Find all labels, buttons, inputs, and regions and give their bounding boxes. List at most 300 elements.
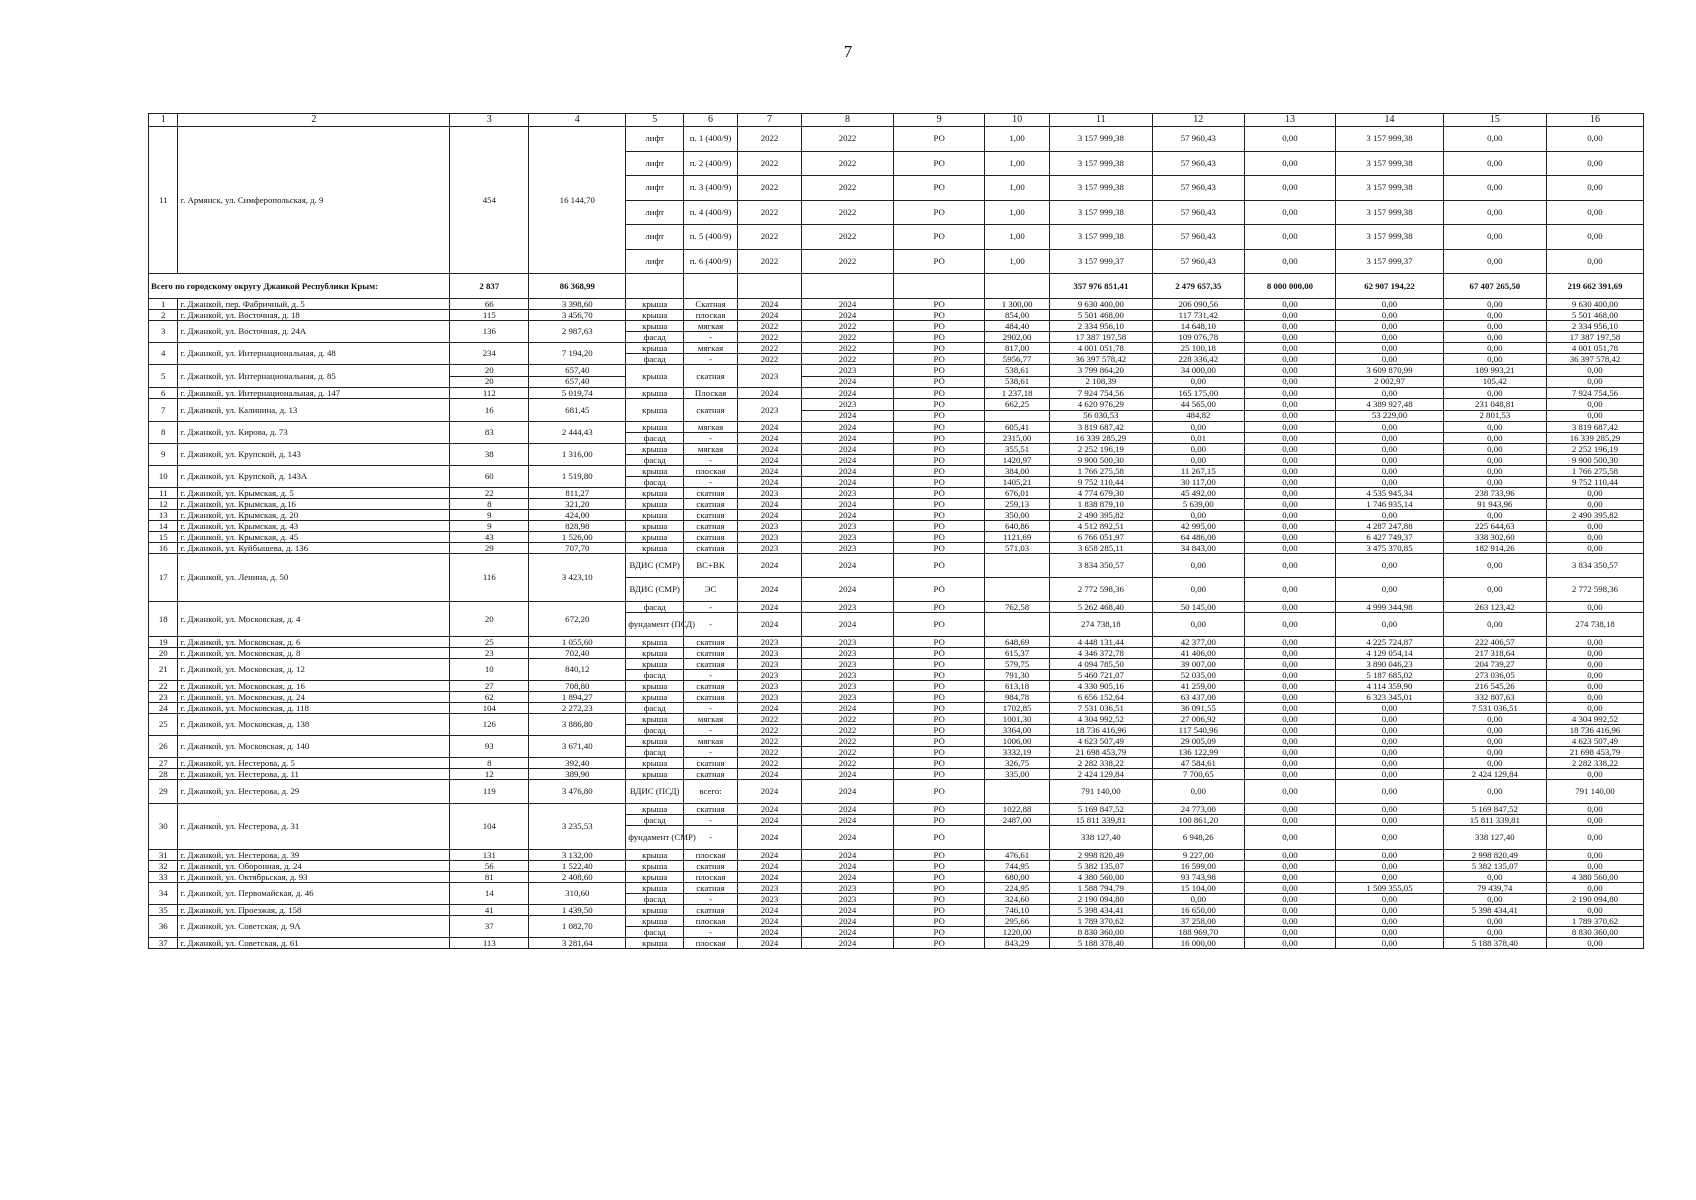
cell-c16: 0,00 [1546, 376, 1643, 388]
row-number: 31 [149, 850, 178, 861]
cell-c13: 0,00 [1244, 826, 1336, 850]
area-cell: 707,70 [529, 543, 626, 554]
cell-c9: РО [893, 422, 985, 433]
row-number: 29 [149, 780, 178, 804]
cell-c11: 3 157 999,38 [1049, 151, 1152, 176]
area-cell: 681,45 [529, 399, 626, 422]
cell-c7: 2024 [737, 299, 801, 310]
cell-c15: 0,00 [1443, 176, 1546, 201]
cell-c7: 2022 [737, 354, 801, 365]
total-c14: 62 907 194,22 [1336, 274, 1443, 299]
address-cell: г. Джанкой, ул. Восточная, д. 24А [178, 321, 450, 343]
cell-c6: п. 6 (400/9) [684, 249, 738, 274]
cell-c12: 0,00 [1152, 376, 1244, 388]
address-cell: г. Джанкой, ул. Московская, д. 8 [178, 648, 450, 659]
cell-c10: 295,66 [985, 916, 1049, 927]
cell-c9: РО [893, 681, 985, 692]
address-cell: г. Джанкой, ул. Крымская, д. 43 [178, 521, 450, 532]
cell-c16: 17 387 197,58 [1546, 332, 1643, 343]
residents-cell: 20 [450, 365, 529, 377]
cell-c14: 0,00 [1336, 310, 1443, 321]
cell-c16: 0,00 [1546, 850, 1643, 861]
residents-cell: 25 [450, 637, 529, 648]
cell-c8: 2023 [802, 399, 894, 411]
cell-c12: 57 960,43 [1152, 249, 1244, 274]
cell-c10: 1405,21 [985, 477, 1049, 488]
cell-c12: 0,00 [1152, 613, 1244, 637]
cell-c15: 238 733,96 [1443, 488, 1546, 499]
cell-c12: 0,00 [1152, 510, 1244, 521]
cell-c16: 8 830 360,00 [1546, 927, 1643, 938]
cell-c8: 2022 [802, 354, 894, 365]
cell-c11: 1 789 370,62 [1049, 916, 1152, 927]
cell-c10: 335,00 [985, 769, 1049, 780]
cell-c14: 3 890 046,23 [1336, 659, 1443, 670]
cell-c15: 0,00 [1443, 321, 1546, 332]
row-number: 36 [149, 916, 178, 938]
cell-c13: 0,00 [1244, 804, 1336, 815]
cell-c8: 2024 [802, 410, 894, 422]
cell-c15: 0,00 [1443, 725, 1546, 736]
address-cell: г. Джанкой, ул. Восточная, д. 18 [178, 310, 450, 321]
cell-c5: крыша [626, 510, 684, 521]
total-area: 86 368,99 [529, 274, 626, 299]
cell-c10: 3364,00 [985, 725, 1049, 736]
cell-c15: 7 531 036,51 [1443, 703, 1546, 714]
cell-c5: крыша [626, 488, 684, 499]
cell-c16: 0,00 [1546, 659, 1643, 670]
cell-c14: 3 157 999,38 [1336, 225, 1443, 250]
cell-c11: 8 830 360,00 [1049, 927, 1152, 938]
cell-c15: 338 127,40 [1443, 826, 1546, 850]
cell-c7: 2022 [737, 151, 801, 176]
cell-c14: 0,00 [1336, 578, 1443, 602]
cell-c16: 0,00 [1546, 815, 1643, 826]
cell-c7: 2023 [737, 365, 801, 388]
cell-c7: 2022 [737, 225, 801, 250]
empty-cell [626, 274, 684, 299]
cell-c11: 36 397 578,42 [1049, 354, 1152, 365]
cell-c6: - [684, 332, 738, 343]
cell-c7: 2023 [737, 399, 801, 422]
row-number: 19 [149, 637, 178, 648]
row-number: 37 [149, 938, 178, 949]
row-number: 13 [149, 510, 178, 521]
cell-c15: 0,00 [1443, 127, 1546, 152]
residents-cell: 29 [450, 543, 529, 554]
column-number: 7 [737, 114, 801, 127]
cell-c9: РО [893, 455, 985, 466]
address-cell: г. Джанкой, ул. Московская, д. 140 [178, 736, 450, 758]
cell-c11: 21 698 453,79 [1049, 747, 1152, 758]
cell-c12: 47 584,61 [1152, 758, 1244, 769]
residents-cell: 12 [450, 769, 529, 780]
cell-c9: РО [893, 477, 985, 488]
cell-c11: 274 738,18 [1049, 613, 1152, 637]
cell-c11: 5 460 721,07 [1049, 670, 1152, 681]
cell-c9: РО [893, 399, 985, 411]
residents-cell: 37 [450, 916, 529, 938]
row-number: 9 [149, 444, 178, 466]
address-cell: г. Джанкой, ул. Московская, д. 6 [178, 637, 450, 648]
area-cell: 2 272,23 [529, 703, 626, 714]
cell-c12: 52 035,00 [1152, 670, 1244, 681]
area-cell: 1 519,80 [529, 466, 626, 488]
cell-c14: 0,00 [1336, 927, 1443, 938]
cell-c9: РО [893, 321, 985, 332]
row-number: 15 [149, 532, 178, 543]
address-cell: г. Джанкой, ул. Крымская, д. 45 [178, 532, 450, 543]
row-number: 32 [149, 861, 178, 872]
address-cell: г. Джанкой, ул. Крупской, д. 143А [178, 466, 450, 488]
cell-c15: 5 169 847,52 [1443, 804, 1546, 815]
cell-c12: 165 175,00 [1152, 388, 1244, 399]
cell-c11: 4 346 372,78 [1049, 648, 1152, 659]
cell-c16: 0,00 [1546, 488, 1643, 499]
cell-c16: 0,00 [1546, 602, 1643, 613]
cell-c9: РО [893, 648, 985, 659]
residents-cell: 234 [450, 343, 529, 365]
residents-cell: 81 [450, 872, 529, 883]
cell-c7: 2022 [737, 200, 801, 225]
area-cell: 1 082,70 [529, 916, 626, 938]
address-cell: г. Джанкой, ул. Московская, д. 12 [178, 659, 450, 681]
cell-c5: крыша [626, 659, 684, 670]
cell-c14: 0,00 [1336, 826, 1443, 850]
cell-c7: 2024 [737, 872, 801, 883]
cell-c11: 4 304 992,52 [1049, 714, 1152, 725]
cell-c6: скатная [684, 637, 738, 648]
residents-cell: 116 [450, 554, 529, 602]
residents-cell: 27 [450, 681, 529, 692]
cell-c11: 3 819 687,42 [1049, 422, 1152, 433]
residents-cell: 56 [450, 861, 529, 872]
area-cell: 1 055,60 [529, 637, 626, 648]
cell-c10: 579,75 [985, 659, 1049, 670]
cell-c10: 1420,97 [985, 455, 1049, 466]
cell-c9: РО [893, 703, 985, 714]
residents-cell: 119 [450, 780, 529, 804]
address-cell: г. Джанкой, ул. Советская, д. 9А [178, 916, 450, 938]
address-cell: г. Джанкой, ул. Первомайская, д. 46 [178, 883, 450, 905]
cell-c7: 2023 [737, 648, 801, 659]
address-cell: г. Джанкой, ул. Нестерова, д. 5 [178, 758, 450, 769]
cell-c16: 0,00 [1546, 225, 1643, 250]
cell-c8: 2022 [802, 176, 894, 201]
column-number: 5 [626, 114, 684, 127]
cell-c13: 0,00 [1244, 703, 1336, 714]
cell-c11: 2 252 196,19 [1049, 444, 1152, 455]
cell-c9: РО [893, 343, 985, 354]
cell-c15: 0,00 [1443, 554, 1546, 578]
cell-c8: 2022 [802, 725, 894, 736]
cell-c14: 2 002,97 [1336, 376, 1443, 388]
cell-c9: РО [893, 532, 985, 543]
cell-c12: 39 007,00 [1152, 659, 1244, 670]
cell-c8: 2022 [802, 736, 894, 747]
cell-c16: 2 490 395,82 [1546, 510, 1643, 521]
cell-c13: 0,00 [1244, 736, 1336, 747]
cell-c11: 3 658 285,11 [1049, 543, 1152, 554]
cell-c8: 2024 [802, 804, 894, 815]
cell-c9: РО [893, 714, 985, 725]
cell-c10: 615,37 [985, 648, 1049, 659]
cell-c11: 1 838 879,10 [1049, 499, 1152, 510]
cell-c10 [985, 826, 1049, 850]
cell-c8: 2024 [802, 422, 894, 433]
cell-c11: 4 001 051,78 [1049, 343, 1152, 354]
cell-c8: 2024 [802, 927, 894, 938]
cell-c13: 0,00 [1244, 681, 1336, 692]
cell-c15: 217 318,64 [1443, 648, 1546, 659]
cell-c14: 0,00 [1336, 354, 1443, 365]
cell-c14: 1 509 355,05 [1336, 883, 1443, 894]
cell-c16: 16 339 285,29 [1546, 433, 1643, 444]
row-number: 21 [149, 659, 178, 681]
cell-c16: 21 698 453,79 [1546, 747, 1643, 758]
cell-c14: 0,00 [1336, 444, 1443, 455]
cell-c8: 2024 [802, 433, 894, 444]
cell-c15: 5 398 434,41 [1443, 905, 1546, 916]
cell-c12: 42 377,00 [1152, 637, 1244, 648]
cell-c6: - [684, 613, 738, 637]
cell-c7: 2024 [737, 927, 801, 938]
cell-c12: 57 960,43 [1152, 127, 1244, 152]
table-row [149, 602, 1644, 613]
area-cell: 672,20 [529, 602, 626, 637]
cell-c10: 1702,85 [985, 703, 1049, 714]
empty-cell [893, 274, 985, 299]
cell-c5: фасад [626, 332, 684, 343]
cell-c5: крыша [626, 321, 684, 332]
column-number: 11 [1049, 114, 1152, 127]
cell-c9: РО [893, 151, 985, 176]
cell-c5: крыша [626, 938, 684, 949]
cell-c12: 0,00 [1152, 444, 1244, 455]
cell-c9: РО [893, 670, 985, 681]
cell-c6: скатная [684, 488, 738, 499]
cell-c13: 0,00 [1244, 637, 1336, 648]
cell-c16: 0,00 [1546, 681, 1643, 692]
row-number: 16 [149, 543, 178, 554]
cell-c8: 2024 [802, 850, 894, 861]
table-row [149, 310, 1644, 321]
cell-c6: - [684, 477, 738, 488]
column-number: 12 [1152, 114, 1244, 127]
residents-cell: 22 [450, 488, 529, 499]
cell-c7: 2024 [737, 938, 801, 949]
address-cell: г. Джанкой, ул. Крымская, д. 20 [178, 510, 450, 521]
cell-c13: 0,00 [1244, 883, 1336, 894]
cell-c11: 5 382 135,07 [1049, 861, 1152, 872]
cell-c12: 15 104,00 [1152, 883, 1244, 894]
cell-c16: 0,00 [1546, 670, 1643, 681]
cell-c8: 2022 [802, 747, 894, 758]
cell-c6: - [684, 703, 738, 714]
residents-cell: 20 [450, 376, 529, 388]
cell-c6: скатная [684, 769, 738, 780]
table-row [149, 127, 1644, 152]
cell-c14: 0,00 [1336, 736, 1443, 747]
cell-c8: 2023 [802, 648, 894, 659]
table-row [149, 365, 1644, 377]
cell-c13: 0,00 [1244, 249, 1336, 274]
cell-c16: 2 334 956,10 [1546, 321, 1643, 332]
total-c15: 67 407 265,50 [1443, 274, 1546, 299]
cell-c8: 2023 [802, 532, 894, 543]
cell-c5: крыша [626, 804, 684, 815]
cell-c15: 0,00 [1443, 225, 1546, 250]
cell-c16: 0,00 [1546, 692, 1643, 703]
cell-c14: 4 287 247,88 [1336, 521, 1443, 532]
cell-c8: 2024 [802, 299, 894, 310]
cell-c13: 0,00 [1244, 466, 1336, 477]
cell-c11: 17 387 197,58 [1049, 332, 1152, 343]
cell-c11: 2 334 956,10 [1049, 321, 1152, 332]
area-cell: 7 194,20 [529, 343, 626, 365]
cell-c11: 4 512 892,51 [1049, 521, 1152, 532]
cell-c16: 0,00 [1546, 151, 1643, 176]
cell-c12: 36 091,55 [1152, 703, 1244, 714]
cell-c10: 676,01 [985, 488, 1049, 499]
cell-c16: 5 501 468,00 [1546, 310, 1643, 321]
cell-c11: 5 262 468,40 [1049, 602, 1152, 613]
area-cell: 3 281,64 [529, 938, 626, 949]
cell-c7: 2024 [737, 826, 801, 850]
table-row [149, 659, 1644, 670]
cell-c14: 0,00 [1336, 388, 1443, 399]
cell-c9: РО [893, 637, 985, 648]
cell-c7: 2024 [737, 780, 801, 804]
column-number: 16 [1546, 114, 1643, 127]
residents-cell: 60 [450, 466, 529, 488]
cell-c14: 0,00 [1336, 433, 1443, 444]
cell-c7: 2024 [737, 861, 801, 872]
cell-c5: крыша [626, 310, 684, 321]
cell-c12: 109 076,78 [1152, 332, 1244, 343]
cell-c7: 2024 [737, 602, 801, 613]
cell-c5: крыша [626, 769, 684, 780]
cell-c11: 9 900 500,30 [1049, 455, 1152, 466]
cell-c10: 224,95 [985, 883, 1049, 894]
cell-c10: 1,00 [985, 249, 1049, 274]
cell-c12: 100 861,20 [1152, 815, 1244, 826]
cell-c14: 0,00 [1336, 850, 1443, 861]
cell-c7: 2022 [737, 249, 801, 274]
cell-c6: скатная [684, 804, 738, 815]
area-cell: 702,40 [529, 648, 626, 659]
cell-c14: 0,00 [1336, 455, 1443, 466]
cell-c13: 0,00 [1244, 780, 1336, 804]
cell-c13: 0,00 [1244, 815, 1336, 826]
empty-cell [985, 274, 1049, 299]
cell-c8: 2024 [802, 310, 894, 321]
cell-c14: 3 609 870,99 [1336, 365, 1443, 377]
cell-c14: 0,00 [1336, 916, 1443, 927]
address-cell: г. Джанкой, ул. Ленина, д. 50 [178, 554, 450, 602]
cell-c10: 984,78 [985, 692, 1049, 703]
cell-c15: 189 993,21 [1443, 365, 1546, 377]
residents-cell: 113 [450, 938, 529, 949]
cell-c15: 0,00 [1443, 872, 1546, 883]
cell-c7: 2024 [737, 444, 801, 455]
cell-c10: 662,25 [985, 399, 1049, 411]
cell-c12: 64 486,00 [1152, 532, 1244, 543]
cell-c15: 0,00 [1443, 332, 1546, 343]
cell-c6: плоская [684, 466, 738, 477]
cell-c13: 0,00 [1244, 321, 1336, 332]
column-number: 1 [149, 114, 178, 127]
cell-c13: 0,00 [1244, 310, 1336, 321]
cell-c7: 2024 [737, 455, 801, 466]
cell-c6: мягкая [684, 422, 738, 433]
cell-c9: РО [893, 249, 985, 274]
table-row [149, 399, 1644, 411]
area-cell: 3 886,80 [529, 714, 626, 736]
cell-c14: 0,00 [1336, 905, 1443, 916]
cell-c8: 2024 [802, 780, 894, 804]
cell-c14: 3 157 999,38 [1336, 200, 1443, 225]
cell-c14: 0,00 [1336, 861, 1443, 872]
cell-c7: 2024 [737, 916, 801, 927]
table-row [149, 554, 1644, 578]
cell-c5: фундамент (СМР) [626, 826, 684, 850]
residents-cell: 83 [450, 422, 529, 444]
cell-c5: крыша [626, 422, 684, 433]
cell-c5: ВДИС (ПСД) [626, 780, 684, 804]
cell-c10: 350,00 [985, 510, 1049, 521]
cell-c12: 6 948,26 [1152, 826, 1244, 850]
cell-c14: 3 157 999,38 [1336, 176, 1443, 201]
cell-c6: п. 5 (400/9) [684, 225, 738, 250]
cell-c10: 5956,77 [985, 354, 1049, 365]
empty-cell [802, 274, 894, 299]
cell-c7: 2023 [737, 894, 801, 905]
cell-c13: 0,00 [1244, 725, 1336, 736]
address-cell: г. Джанкой, ул. Московская, д. 4 [178, 602, 450, 637]
cell-c11: 4 448 131,44 [1049, 637, 1152, 648]
cell-c5: крыша [626, 399, 684, 422]
cell-c16: 4 623 507,49 [1546, 736, 1643, 747]
cell-c7: 2024 [737, 554, 801, 578]
residents-cell: 9 [450, 510, 529, 521]
cell-c9: РО [893, 758, 985, 769]
cell-c7: 2024 [737, 433, 801, 444]
cell-c15: 0,00 [1443, 455, 1546, 466]
cell-c15: 0,00 [1443, 780, 1546, 804]
cell-c12: 228 336,42 [1152, 354, 1244, 365]
cell-c7: 2024 [737, 905, 801, 916]
cell-c6: - [684, 894, 738, 905]
cell-c13: 0,00 [1244, 299, 1336, 310]
cell-c13: 0,00 [1244, 850, 1336, 861]
cell-c15: 0,00 [1443, 758, 1546, 769]
address-cell: г. Джанкой, ул. Кирова, д. 73 [178, 422, 450, 444]
residents-cell: 9 [450, 521, 529, 532]
row-number: 11 [149, 127, 178, 274]
empty-cell [737, 274, 801, 299]
cell-c13: 0,00 [1244, 894, 1336, 905]
cell-c10: 1,00 [985, 200, 1049, 225]
cell-c16: 0,00 [1546, 543, 1643, 554]
cell-c11: 2 190 094,80 [1049, 894, 1152, 905]
residents-cell: 66 [450, 299, 529, 310]
cell-c6: - [684, 455, 738, 466]
cell-c12: 0,00 [1152, 578, 1244, 602]
cell-c15: 0,00 [1443, 422, 1546, 433]
cell-c16: 0,00 [1546, 410, 1643, 422]
cell-c9: РО [893, 927, 985, 938]
